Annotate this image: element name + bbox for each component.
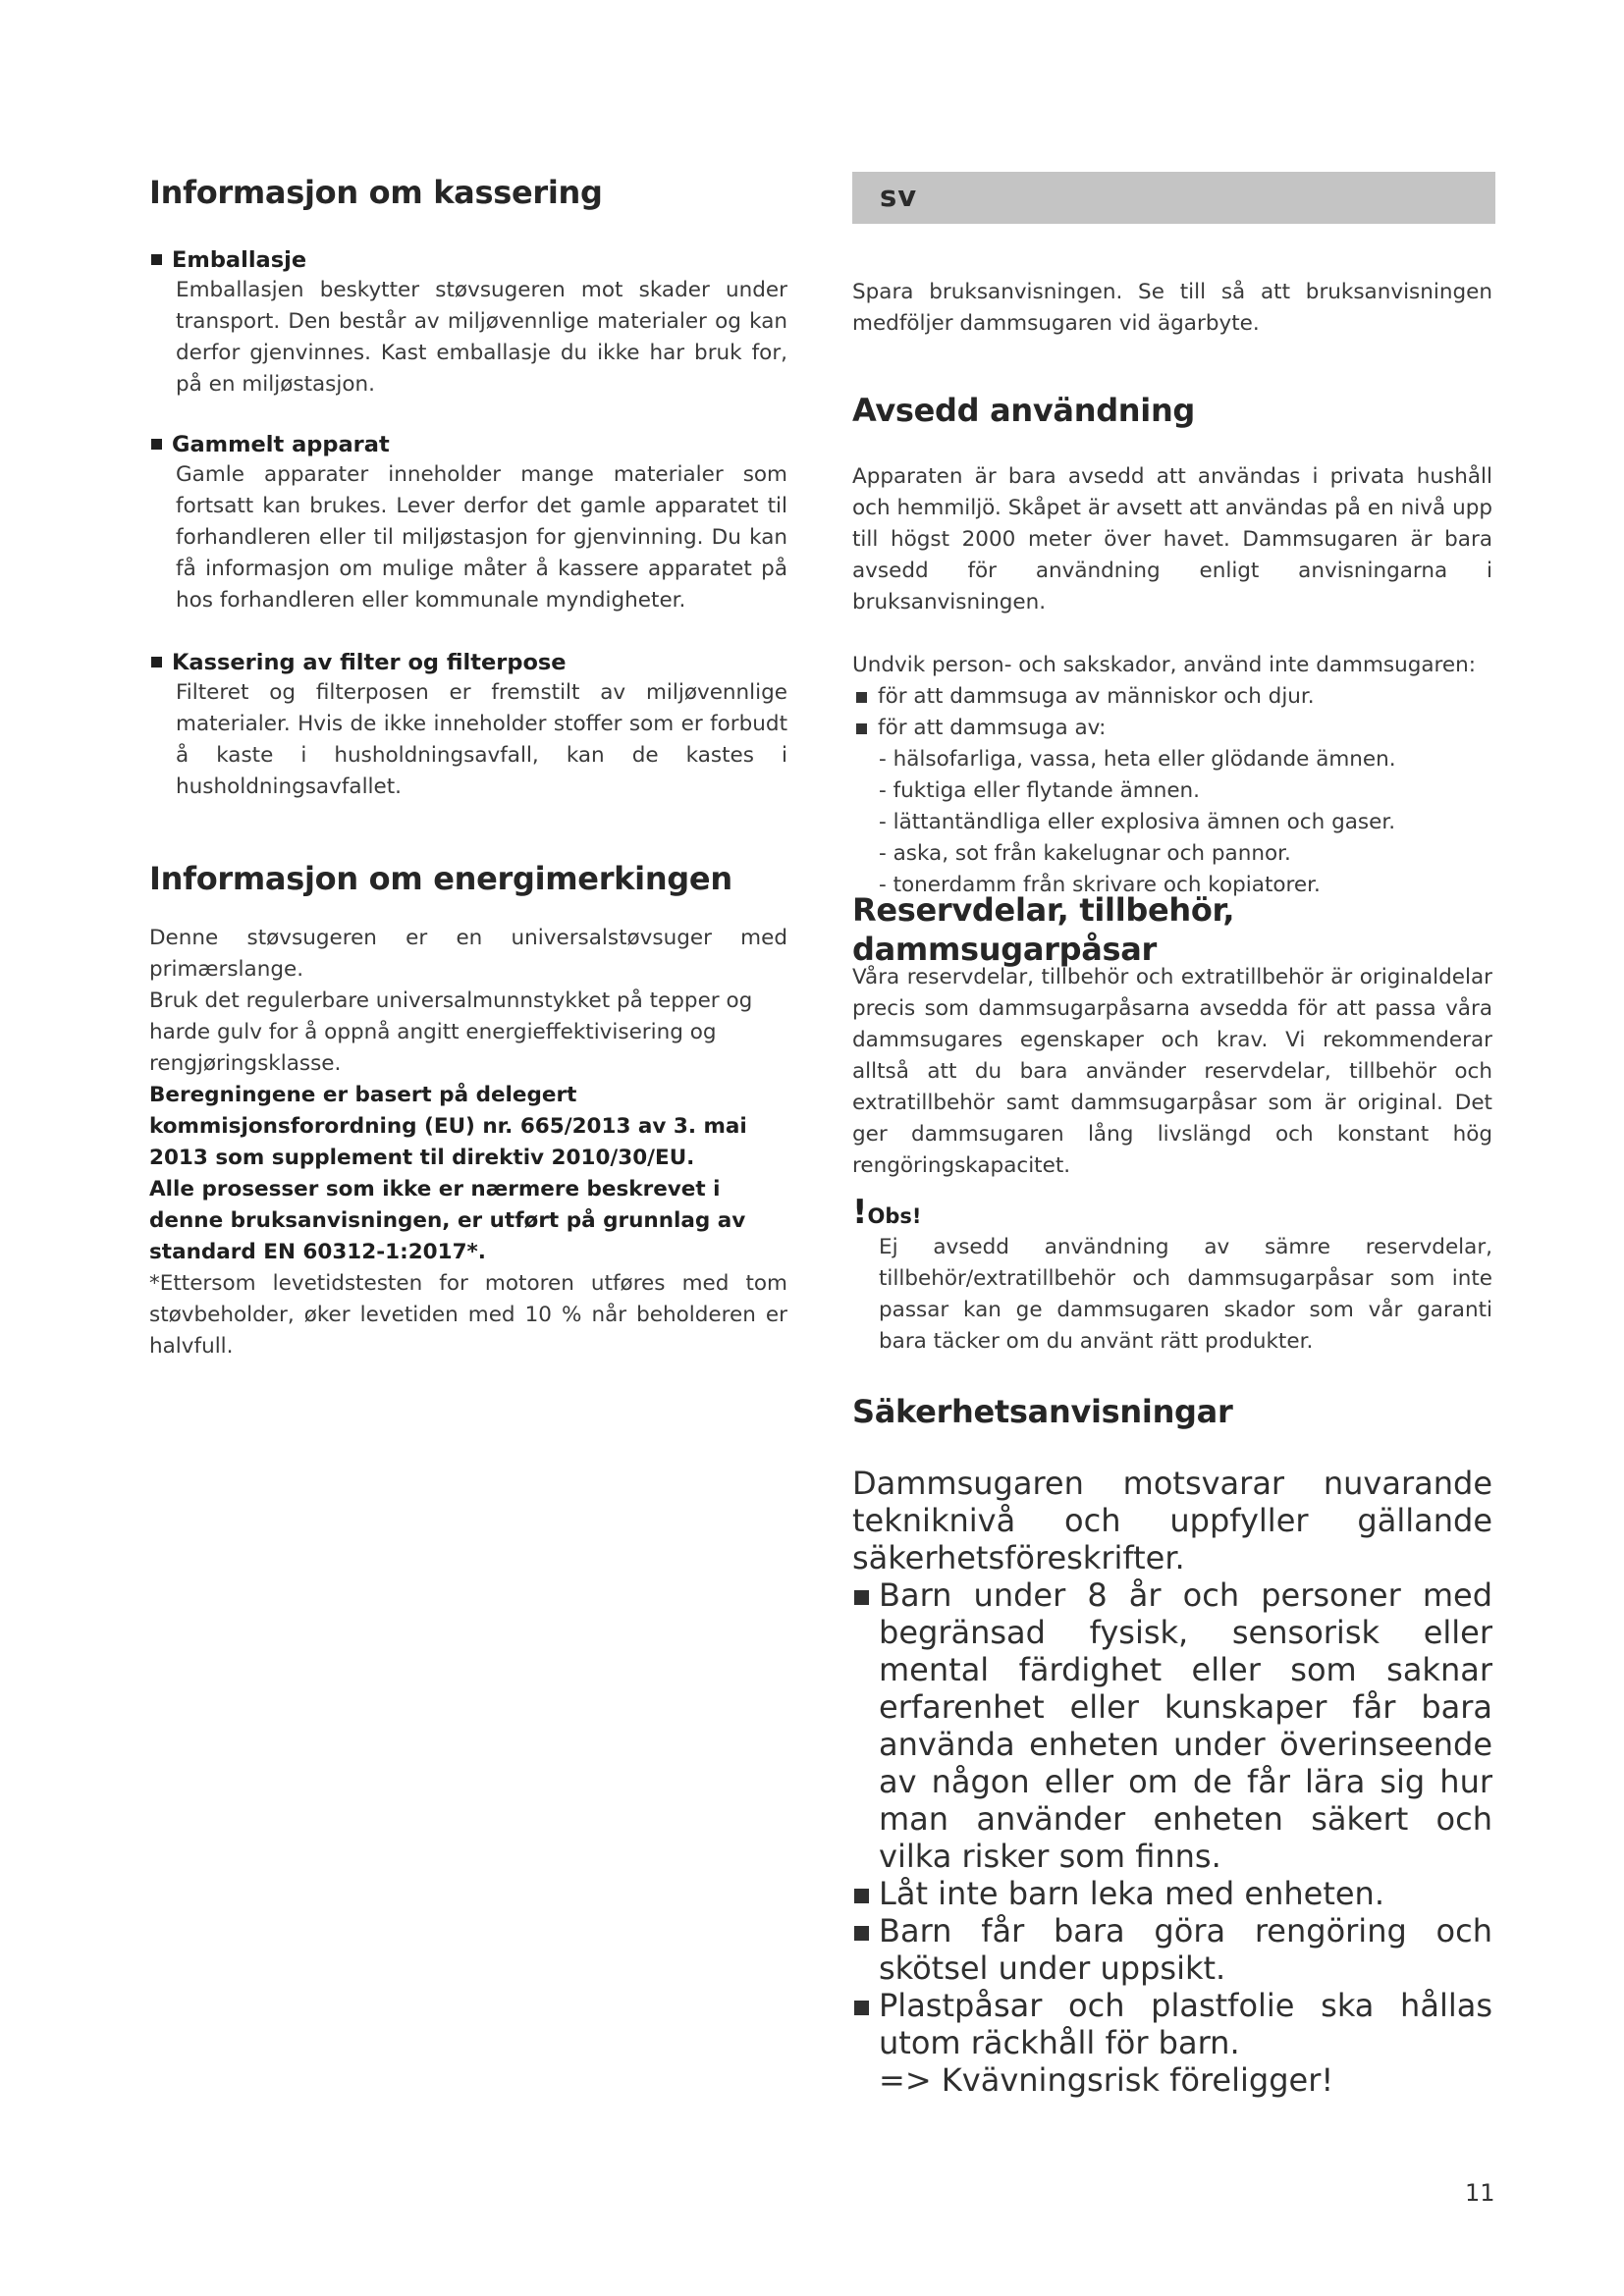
language-bar (852, 172, 1495, 224)
parts-heading: Reservdelar, tillbehör, dammsugarpåsar (852, 891, 1235, 968)
intro-text: Spara bruksanvisningen. Se till så att bruksanvisningen medföljer dammsugaren vid ägarbyte. (852, 280, 1492, 336)
obs-label: Obs! (867, 1204, 922, 1228)
exclamation-icon: ! (852, 1193, 868, 1232)
language-tag: sv (880, 180, 918, 213)
obs-text: Ej avsedd användning av sämre reservdelar, tillbehör/extratillbehör och dammsugarpåsar som inte passar kan ge dammsugaren skador som vår garanti bara täcker om du använt rätt produkter. (879, 1235, 1492, 1354)
item-title: Gammelt apparat (172, 432, 390, 457)
usage-substances-list (852, 744, 1492, 901)
page-number: 11 (1465, 2179, 1495, 2207)
energy-footnote: *Ettersom levetidstesten for motoren utføres med tom støvbeholder, øker levetiden med 10 % når beholderen er halvfull. (149, 1271, 787, 1359)
bullet-square-icon (151, 254, 162, 265)
energy-paragraph-2: Bruk det regulerbare universalmunnstykket på tepper og harde gulv for å oppnå angitt energieffektivisering og rengjøringsklasse. (149, 988, 753, 1076)
usage-paragraph: Apparaten är bara avsedd att användas i privata hushåll och hemmiljö. Skåpet är avsett att användas på en nivå upp till högst 2000 meter över havet. Dammsugaren är bara avsedd för användning enligt anvisningarna i bruksanvisningen. (852, 464, 1492, 614)
bullet-square-icon (854, 1590, 869, 1605)
bullet-square-icon (151, 657, 162, 667)
disposal-heading: Informasjon om kassering (149, 174, 603, 211)
item-text: Filteret og filterposen er fremstilt av miljøvennlige materialer. Hvis de ikke inneholder stoffer som er forbudt å kaste i husholdningsavfall, kan de kastes i husholdningsavfallet. (176, 680, 787, 799)
list-item: för att dammsuga av: (852, 713, 1492, 744)
bullet-square-icon (151, 439, 162, 450)
safety-intro: Dammsugaren motsvarar nuvarande tekniknivå och uppfyller gällande säkerhetsföreskrifter. (852, 1465, 1492, 1576)
usage-section (852, 461, 1492, 901)
obs-note (852, 1193, 1492, 1358)
safety-heading: Säkerhetsanvisningar (852, 1393, 1233, 1430)
usage-heading: Avsedd användning (852, 392, 1196, 429)
list-item: - tonerdamm från skrivare och kopiatorer. (879, 873, 1321, 897)
disposal-item-packaging (149, 245, 787, 400)
usage-warning: Undvik person- och sakskador, använd inte dammsugaren: (852, 653, 1477, 677)
bullet-square-icon (856, 723, 867, 734)
energy-standard: Alle prosesser som ikke er nærmere beskrevet i denne bruksanvisningen, er utført på grunnlag av standard EN 60312-1:2017*. (149, 1177, 746, 1264)
disposal-item-old-appliance (149, 430, 787, 616)
list-item: Barn under 8 år och personer med begränsad fysisk, sensorisk eller mental färdighet eller som saknar erfarenhet eller kunskaper får bara använda enheten under överinseende av någon eller om de får lära sig hur man använder enheten säkert och vilka risker som finns. (852, 1576, 1492, 1875)
list-item: för att dammsuga av människor och djur. (852, 681, 1492, 713)
item-text: Gamle apparater inneholder mange materialer som fortsatt kan brukes. Lever derfor det gamle apparatet til forhandleren eller til miljøstasjon for gjenvinning. Du kan få informasjon om mulige måter å kassere apparatet på hos forhandleren eller kommunale myndigheter. (176, 462, 787, 613)
list-item: Plastpåsar och plastfolie ska hållas utom räckhåll för barn. (852, 1987, 1492, 2061)
list-item: Låt inte barn leka med enheten. (852, 1875, 1492, 1912)
list-item: - lättantändliga eller explosiva ämnen och gaser. (879, 810, 1396, 834)
energy-regulation: Beregningene er basert på delegert kommisjonsforordning (EU) nr. 665/2013 av 3. mai 2013 som supplement til direktiv 2010/30/EU. (149, 1083, 747, 1170)
item-title: Emballasje (172, 247, 307, 273)
energy-paragraph-1: Denne støvsugeren er en universalstøvsuger med primærslange. (149, 926, 787, 982)
safety-section (852, 1465, 1492, 2099)
item-title: Kassering av filter og filterpose (172, 650, 567, 675)
parts-text: Våra reservdelar, tillbehör och extratillbehör är originaldelar precis som dammsugarpåsarna avsedda för att passa våra dammsugares egenskaper och krav. Vi rekommenderar alltså att du bara använder reservdelar, tillbehör och extratillbehör samt dammsugarpåsar som är original. Det ger dammsugaren lång livslängd och konstant hög rengöringskapacitet. (852, 965, 1492, 1178)
list-item: - aska, sot från kakelugnar och pannor. (879, 841, 1291, 866)
bullet-square-icon (854, 2001, 869, 2015)
usage-list (852, 681, 1492, 744)
safety-list (852, 1576, 1492, 2061)
item-text: Emballasjen beskytter støvsugeren mot skader under transport. Den består av miljøvennlige materialer og kan derfor gjenvinnes. Kast emballasje du ikke har bruk for, på en miljøstasjon. (176, 278, 787, 397)
list-item: - fuktiga eller flytande ämnen. (879, 778, 1201, 803)
disposal-item-filter (149, 648, 787, 803)
energy-heading: Informasjon om energimerkingen (149, 860, 732, 897)
bullet-square-icon (854, 1926, 869, 1941)
list-item: - hälsofarliga, vassa, heta eller glödande ämnen. (879, 747, 1396, 772)
energy-section (149, 923, 787, 1362)
bullet-square-icon (854, 1889, 869, 1903)
safety-warning: => Kvävningsrisk föreligger! (879, 2061, 1334, 2099)
list-item: Barn får bara göra rengöring och skötsel under uppsikt. (852, 1912, 1492, 1987)
bullet-square-icon (856, 692, 867, 703)
